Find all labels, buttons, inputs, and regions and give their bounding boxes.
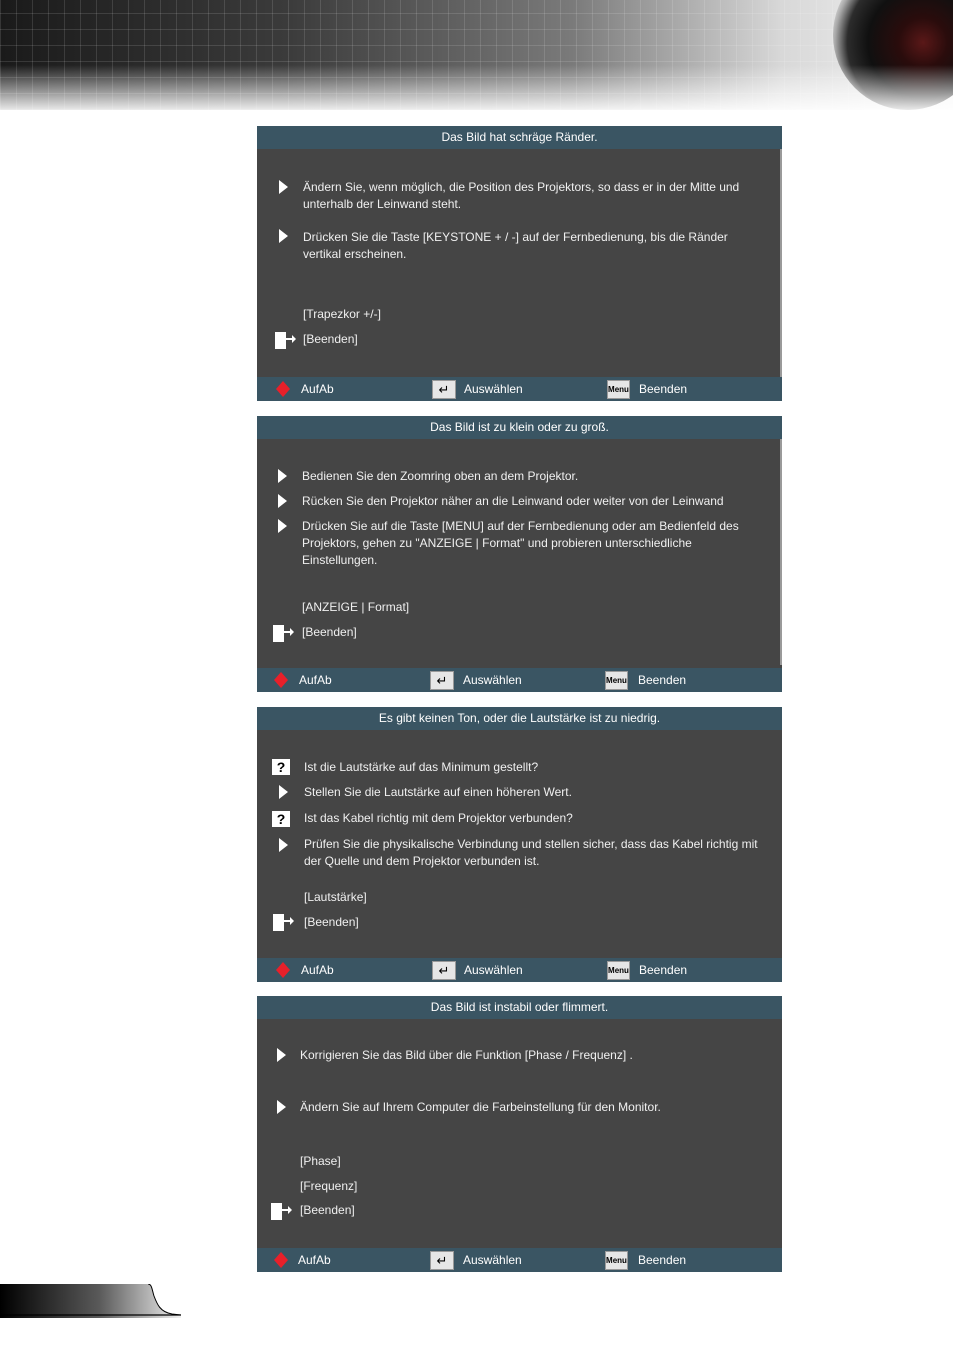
- list-item: Drücken Sie die Taste [KEYSTONE + / -] auf der Fernbedienung, bis die Ränder vertikal erscheinen.: [303, 230, 728, 261]
- question-icon: ?: [272, 759, 290, 775]
- panel-footer: [257, 668, 782, 692]
- triangle-bullet-icon: [279, 229, 288, 243]
- triangle-bullet-icon: [279, 180, 288, 194]
- footer-updown-label: AufAb: [301, 382, 334, 396]
- footer-select-label: Auswählen: [463, 1253, 522, 1267]
- footer-menu-label: Beenden: [638, 1253, 687, 1267]
- menu-icon: Menu: [605, 1251, 628, 1270]
- list-item: Rücken Sie den Projektor näher an die Leinwand oder weiter von der Leinwand: [302, 494, 724, 508]
- footer-menu-label: Beenden: [639, 963, 688, 977]
- exit-icon: [273, 624, 293, 644]
- triangle-bullet-icon: [278, 494, 287, 508]
- triangle-bullet-icon: [278, 469, 287, 483]
- menu-icon: Menu: [605, 671, 628, 690]
- menu-link-frequency[interactable]: [Frequenz]: [300, 1179, 358, 1193]
- footer-menu-label: Beenden: [638, 673, 687, 687]
- troubleshoot-panel-flicker: [257, 996, 782, 1272]
- scrollbar[interactable]: [780, 439, 782, 665]
- updown-icon: [274, 672, 288, 688]
- list-item: Ist die Lautstärke auf das Minimum gestellt?: [304, 760, 539, 774]
- exit-item[interactable]: [Beenden]: [302, 625, 357, 639]
- triangle-bullet-icon: [277, 1100, 286, 1114]
- panel-footer: [257, 958, 782, 982]
- menu-icon: Menu: [607, 380, 630, 399]
- footer-updown-label: AufAb: [298, 1253, 331, 1267]
- menu-link-phase[interactable]: [Phase]: [300, 1154, 341, 1168]
- menu-icon: Menu: [607, 961, 630, 980]
- list-item: Ändern Sie, wenn möglich, die Position des Projektors, so dass er in der Mitte und unterhalb der Leinwand steht.: [303, 180, 740, 211]
- enter-icon: ↵: [432, 961, 456, 980]
- updown-icon: [276, 962, 290, 978]
- list-item: Stellen Sie die Lautstärke auf einen höheren Wert.: [304, 785, 572, 799]
- footer-updown-label: AufAb: [299, 673, 332, 687]
- exit-icon: [273, 913, 293, 933]
- panel-footer: [257, 1248, 782, 1272]
- updown-icon: [276, 381, 290, 397]
- list-item: Korrigieren Sie das Bild über die Funktion [Phase / Frequenz] .: [300, 1048, 633, 1062]
- exit-item[interactable]: [Beenden]: [304, 915, 359, 929]
- list-item: Drücken Sie auf die Taste [MENU] auf der Fernbedienung oder am Bedienfeld des Projektors, gehen zu "ANZEIGE | Format" und probieren unterschiedliche Einstellungen.: [302, 519, 739, 567]
- panel-title: Es gibt keinen Ton, oder die Lautstärke ist zu niedrig.: [257, 707, 782, 730]
- list-item: Ändern Sie auf Ihrem Computer die Farbeinstellung für den Monitor.: [300, 1100, 661, 1114]
- troubleshoot-panel-sound: [257, 707, 782, 982]
- enter-icon: ↵: [430, 1251, 454, 1270]
- panel-title: Das Bild hat schräge Ränder.: [257, 126, 782, 149]
- exit-item[interactable]: [Beenden]: [300, 1203, 355, 1217]
- list-item: Ist das Kabel richtig mit dem Projektor verbunden?: [304, 811, 573, 825]
- footer-select-label: Auswählen: [463, 673, 522, 687]
- list-item: Bedienen Sie den Zoomring oben an dem Projektor.: [302, 469, 579, 483]
- enter-icon: ↵: [432, 380, 456, 399]
- question-icon: ?: [272, 811, 290, 827]
- updown-icon: [274, 1252, 288, 1268]
- exit-icon: [271, 1202, 291, 1222]
- footer-updown-label: AufAb: [301, 963, 334, 977]
- list-item: Prüfen Sie die physikalische Verbindung und stellen sicher, dass das Kabel richtig mit der Quelle und dem Projektor verbunden ist.: [304, 837, 758, 868]
- exit-icon: [275, 331, 295, 351]
- panel-title: Das Bild ist zu klein oder zu groß.: [257, 416, 782, 439]
- panel-title: Das Bild ist instabil oder flimmert.: [257, 996, 782, 1019]
- menu-link-volume[interactable]: [Lautstärke]: [304, 890, 367, 904]
- menu-link-keystone[interactable]: [Trapezkor +/-]: [303, 307, 381, 321]
- scrollbar[interactable]: [780, 149, 782, 377]
- footer-select-label: Auswählen: [464, 382, 523, 396]
- footer-select-label: Auswählen: [464, 963, 523, 977]
- header-banner: [0, 0, 953, 110]
- menu-link-display-format[interactable]: [ANZEIGE | Format]: [302, 600, 410, 614]
- troubleshoot-panel-keystone: [257, 126, 782, 401]
- enter-icon: ↵: [430, 671, 454, 690]
- panel-footer: [257, 377, 782, 401]
- projector-lens-graphic: [833, 0, 953, 110]
- troubleshoot-panel-size: [257, 416, 782, 692]
- footer-menu-label: Beenden: [639, 382, 688, 396]
- triangle-bullet-icon: [279, 838, 288, 852]
- triangle-bullet-icon: [279, 785, 288, 799]
- page-tab-graphic: [0, 1284, 181, 1318]
- triangle-bullet-icon: [278, 519, 287, 533]
- triangle-bullet-icon: [277, 1048, 286, 1062]
- exit-item[interactable]: [Beenden]: [303, 332, 358, 346]
